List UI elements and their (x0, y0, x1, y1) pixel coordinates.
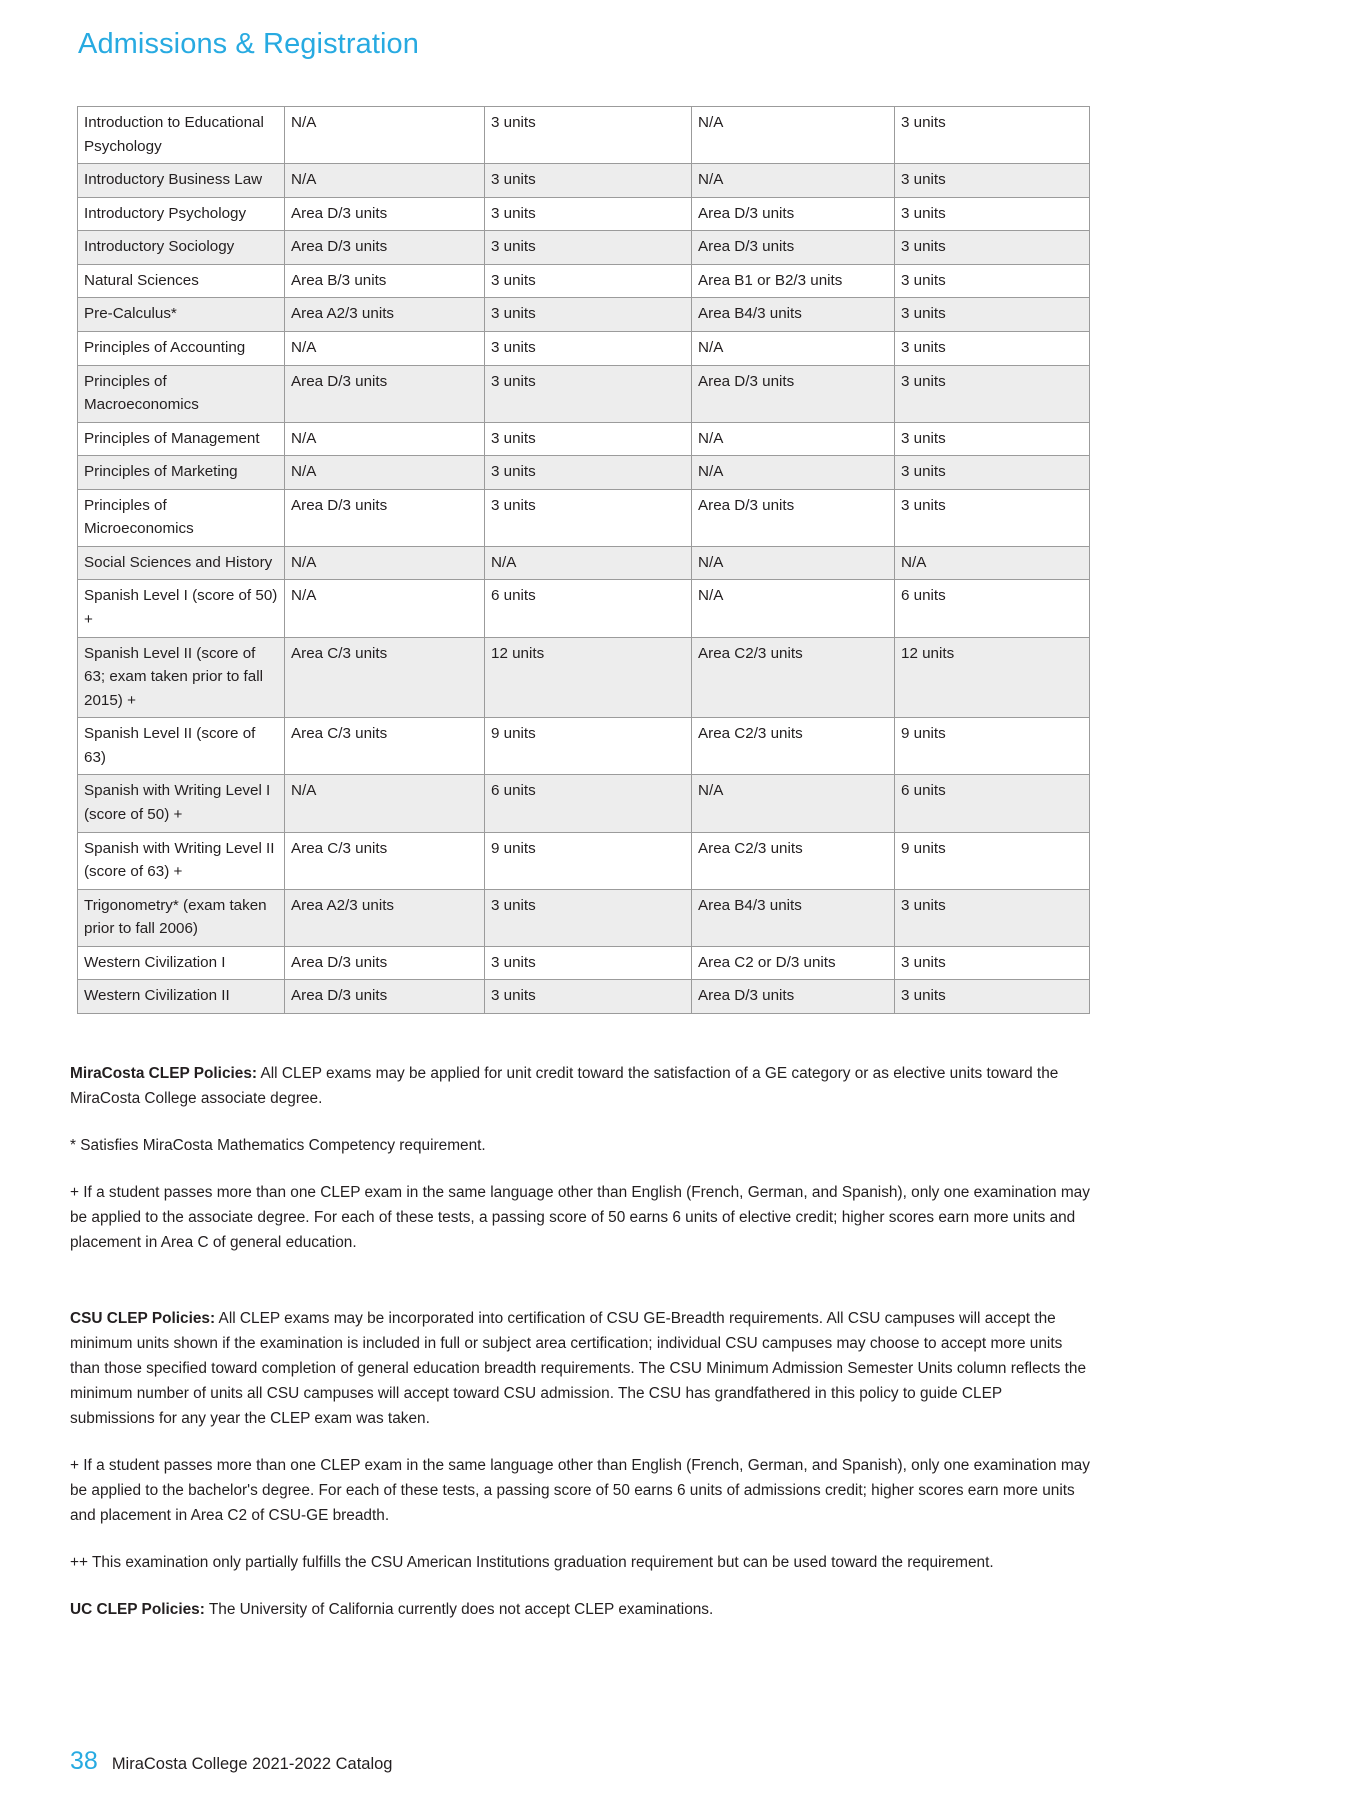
table-row (78, 980, 1090, 1014)
table-cell: N/A (692, 164, 895, 198)
table-cell: Area C/3 units (285, 832, 485, 889)
table-row (78, 637, 1090, 718)
table-cell: 3 units (895, 456, 1090, 490)
table-cell: Spanish with Writing Level I (score of 50) + (78, 775, 285, 832)
table-cell: 3 units (485, 889, 692, 946)
table-row (78, 718, 1090, 775)
table-cell: Area D/3 units (692, 365, 895, 422)
table-cell: Area D/3 units (692, 980, 895, 1014)
table-cell: Area C/3 units (285, 718, 485, 775)
table-cell: N/A (285, 775, 485, 832)
table-cell: 12 units (895, 637, 1090, 718)
table-cell: Area C/3 units (285, 637, 485, 718)
asterisk-footnote: * Satisfies MiraCosta Mathematics Competency requirement. (70, 1136, 486, 1154)
table-cell: N/A (692, 546, 895, 580)
table-cell: Area B4/3 units (692, 298, 895, 332)
table-cell: 3 units (485, 489, 692, 546)
table-row (78, 231, 1090, 265)
table-cell: Area C2 or D/3 units (692, 946, 895, 980)
table-cell: Western Civilization II (78, 980, 285, 1014)
table-cell: Area D/3 units (285, 197, 485, 231)
table-cell: 3 units (485, 422, 692, 456)
table-cell: Area B/3 units (285, 264, 485, 298)
table-cell: 3 units (895, 422, 1090, 456)
table-cell: N/A (485, 546, 692, 580)
double-plus-footnote: ++ This examination only partially fulfills the CSU American Institutions graduation requirement but can be used toward the requirement. (70, 1553, 994, 1571)
table-cell: 3 units (485, 231, 692, 265)
table-cell: N/A (895, 546, 1090, 580)
table-cell: Area D/3 units (285, 365, 485, 422)
table-cell: Introductory Business Law (78, 164, 285, 198)
table-row (78, 107, 1090, 164)
table-cell: N/A (692, 422, 895, 456)
table-cell: Area D/3 units (285, 980, 485, 1014)
table-row (78, 456, 1090, 490)
table-cell: 3 units (895, 889, 1090, 946)
table-cell: 3 units (485, 980, 692, 1014)
table-row (78, 164, 1090, 198)
csu-policy-text: All CLEP exams may be incorporated into certification of CSU GE-Breadth requirements. All CSU campuses will accept the minimum units shown if the examination is included in full or subject area certification; individual CSU campuses may choose to accept more units than those specified toward completion of general education breadth requirements. The CSU Minimum Admission Semester Units column reflects the minimum number of units all CSU campuses will accept toward CSU admission. The CSU has grandfathered in this policy to guide CLEP submissions for any year the CLEP exam was taken. (70, 1310, 1086, 1427)
table-cell: N/A (692, 107, 895, 164)
table-cell: N/A (285, 580, 485, 637)
table-cell: 3 units (895, 365, 1090, 422)
table-cell: Principles of Microeconomics (78, 489, 285, 546)
table-cell: 3 units (485, 946, 692, 980)
table-cell: 3 units (895, 331, 1090, 365)
uc-policy-text: The University of California currently does not accept CLEP examinations. (204, 1600, 714, 1618)
table-cell: 3 units (485, 197, 692, 231)
table-cell: 3 units (895, 980, 1090, 1014)
table-cell: 3 units (485, 107, 692, 164)
page-running-head: Admissions & Registration (78, 28, 419, 60)
table-cell: Area B4/3 units (692, 889, 895, 946)
miracosta-policy-paragraph (70, 1062, 1090, 1112)
table-cell: 3 units (895, 197, 1090, 231)
table-cell: 3 units (895, 264, 1090, 298)
table-row (78, 832, 1090, 889)
table-row (78, 546, 1090, 580)
table-row (78, 365, 1090, 422)
table-row (78, 489, 1090, 546)
table-cell: 3 units (485, 164, 692, 198)
table-cell: 6 units (485, 775, 692, 832)
table-row (78, 775, 1090, 832)
table-cell: Trigonometry* (exam taken prior to fall 2006) (78, 889, 285, 946)
table-cell: Area B1 or B2/3 units (692, 264, 895, 298)
csu-policy-paragraph (70, 1307, 1090, 1432)
table-cell: Introductory Sociology (78, 231, 285, 265)
table-cell: N/A (285, 107, 485, 164)
table-cell: N/A (692, 580, 895, 637)
miracosta-policy-label: MiraCosta CLEP Policies: (70, 1065, 258, 1082)
plus-footnote-csu: + If a student passes more than one CLEP exam in the same language other than English (French, German, and Spanish), only one examination may be applied to the bachelor's degree. For each of these tests, a passing score of 50 earns 6 units of admissions credit; higher scores earn more units and placement in Area C2 of CSU-GE breadth. (70, 1456, 1090, 1524)
table-cell: 3 units (485, 456, 692, 490)
miracosta-policy-text: All CLEP exams may be applied for unit credit toward the satisfaction of a GE category or as elective units toward the MiraCosta College associate degree. (70, 1065, 1059, 1107)
table-cell: N/A (285, 456, 485, 490)
table-cell: Spanish Level II (score of 63; exam taken prior to fall 2015) + (78, 637, 285, 718)
table-cell: N/A (692, 456, 895, 490)
table-cell: Western Civilization I (78, 946, 285, 980)
table-cell: 6 units (895, 580, 1090, 637)
table-cell: N/A (285, 164, 485, 198)
table-row (78, 946, 1090, 980)
table-cell: Natural Sciences (78, 264, 285, 298)
plus-footnote-miracosta: + If a student passes more than one CLEP exam in the same language other than English (French, German, and Spanish), only one examination may be applied to the associate degree. For each of these tests, a passing score of 50 earns 6 units of elective credit; higher scores earn more units and placement in Area C of general education. (70, 1183, 1090, 1251)
table-cell: 3 units (485, 298, 692, 332)
table-cell: 3 units (895, 164, 1090, 198)
table-cell: Social Sciences and History (78, 546, 285, 580)
table-cell: Spanish Level I (score of 50) + (78, 580, 285, 637)
table-cell: Principles of Marketing (78, 456, 285, 490)
table-cell: 3 units (895, 489, 1090, 546)
table-cell: Area C2/3 units (692, 832, 895, 889)
table-cell: Area D/3 units (692, 231, 895, 265)
csu-policy-label: CSU CLEP Policies: (70, 1310, 216, 1327)
table-cell: Pre-Calculus* (78, 298, 285, 332)
table-cell: 3 units (895, 107, 1090, 164)
table-cell: Area C2/3 units (692, 718, 895, 775)
clep-credit-table (77, 106, 1090, 1014)
table-cell: 3 units (485, 365, 692, 422)
table-cell: Area D/3 units (285, 489, 485, 546)
table-row (78, 264, 1090, 298)
table-cell: 3 units (485, 264, 692, 298)
table-cell: N/A (285, 546, 485, 580)
table-row (78, 331, 1090, 365)
table-cell: N/A (692, 331, 895, 365)
table-row (78, 422, 1090, 456)
table-row (78, 298, 1090, 332)
table-cell: 12 units (485, 637, 692, 718)
table-cell: 3 units (895, 298, 1090, 332)
table-cell: Principles of Management (78, 422, 285, 456)
table-cell: 3 units (895, 231, 1090, 265)
catalog-name: MiraCosta College 2021-2022 Catalog (111, 1755, 393, 1773)
table-cell: N/A (285, 331, 485, 365)
table-cell: Introduction to Educational Psychology (78, 107, 285, 164)
table-cell: 3 units (485, 331, 692, 365)
table-cell: 9 units (485, 832, 692, 889)
table-cell: 9 units (895, 718, 1090, 775)
policy-section-csu (70, 1307, 1090, 1623)
table-cell: Spanish with Writing Level II (score of 63) + (78, 832, 285, 889)
uc-policy-label: UC CLEP Policies: (70, 1600, 205, 1618)
table-cell: Area A2/3 units (285, 889, 485, 946)
table-row (78, 197, 1090, 231)
table-row (78, 580, 1090, 637)
table-cell: Area D/3 units (692, 197, 895, 231)
table-cell: 9 units (485, 718, 692, 775)
table-row (78, 889, 1090, 946)
table-cell: Principles of Accounting (78, 331, 285, 365)
table-cell: 6 units (485, 580, 692, 637)
policy-section-miracosta (70, 1062, 1090, 1256)
table-cell: 6 units (895, 775, 1090, 832)
page-footer (70, 1747, 392, 1776)
table-cell: Area D/3 units (285, 946, 485, 980)
table-cell: 9 units (895, 832, 1090, 889)
table-cell: Spanish Level II (score of 63) (78, 718, 285, 775)
table-cell: 3 units (895, 946, 1090, 980)
table-cell: N/A (285, 422, 485, 456)
table-cell: Area D/3 units (285, 231, 485, 265)
page-number: 38 (70, 1747, 98, 1775)
table-cell: N/A (692, 775, 895, 832)
table-cell: Introductory Psychology (78, 197, 285, 231)
table-cell: Area C2/3 units (692, 637, 895, 718)
table-cell: Area D/3 units (692, 489, 895, 546)
uc-policy-paragraph (70, 1598, 1090, 1623)
table-cell: Principles of Macroeconomics (78, 365, 285, 422)
table-cell: Area A2/3 units (285, 298, 485, 332)
